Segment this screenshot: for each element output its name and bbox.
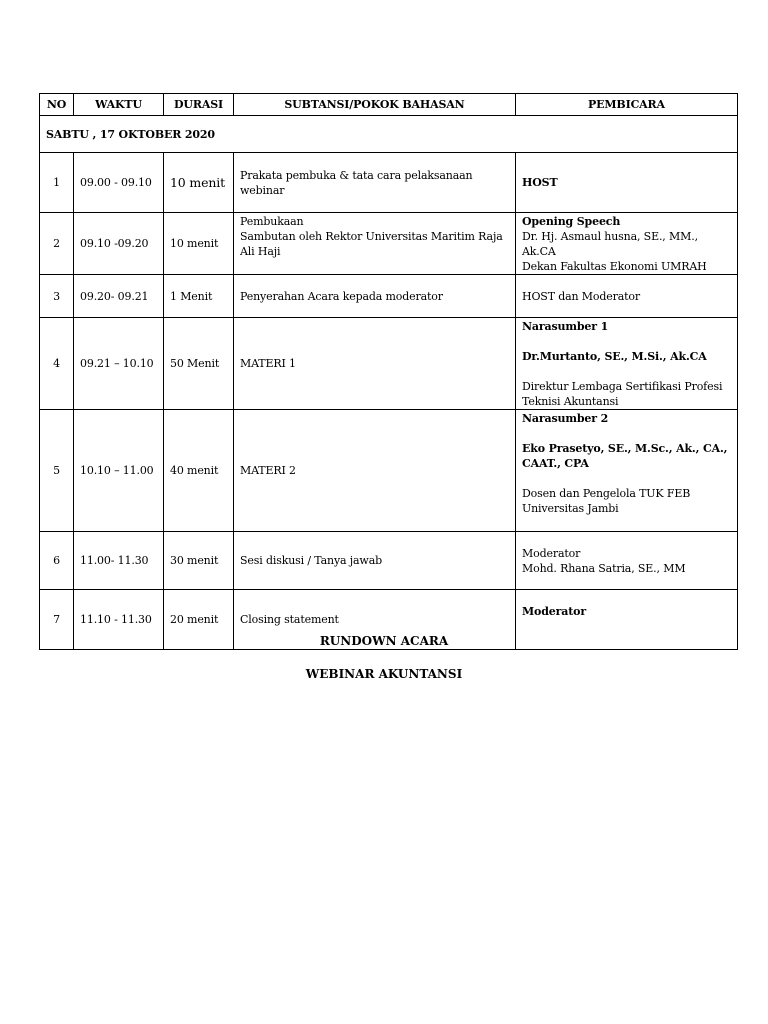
pembicara-line: Direktur Lembaga Sertifikasi Profesi — [522, 380, 723, 393]
row-durasi: 40 menit — [164, 410, 234, 532]
row-durasi: 10 menit — [164, 213, 234, 275]
subtansi-line: Closing statement — [240, 613, 339, 626]
table-row — [40, 275, 738, 318]
pembicara-line: CAAT., CPA — [522, 457, 589, 470]
row-subtansi — [234, 410, 516, 532]
row-durasi: 50 Menit — [164, 318, 234, 410]
pembicara-line: Dr.Murtanto, SE., M.Si., Ak.CA — [522, 350, 707, 363]
row-subtansi — [234, 318, 516, 410]
pembicara-line: Mohd. Rhana Satria, SE., MM — [522, 561, 686, 575]
row-pembicara — [516, 318, 738, 410]
date-row — [40, 116, 738, 153]
subtansi-line: Pembukaan — [240, 215, 304, 228]
pembicara-line: HOST — [522, 176, 558, 189]
pembicara-line: Dekan Fakultas Ekonomi UMRAH — [522, 260, 707, 273]
row-pembicara — [516, 153, 738, 213]
header-durasi: DURASI — [164, 94, 234, 116]
row-waktu: 11.00- 11.30 — [74, 532, 164, 590]
row-no: 3 — [40, 275, 74, 318]
footer-title: RUNDOWN ACARA — [319, 634, 449, 648]
row-waktu: 11.10 - 11.30 — [74, 590, 164, 650]
pembicara-line: Dr. Hj. Asmaul husna, SE., MM., Ak.CA — [522, 230, 698, 258]
row-pembicara — [516, 213, 738, 275]
row-no: 6 — [40, 532, 74, 590]
pembicara-line: Narasumber 2 — [522, 412, 609, 425]
subtansi-line: Sambutan oleh Rektor Universitas Maritim Raja — [240, 230, 503, 243]
row-subtansi — [234, 275, 516, 318]
row-durasi: 1 Menit — [164, 275, 234, 318]
row-no: 2 — [40, 213, 74, 275]
table-row — [40, 318, 738, 410]
table-header-row — [40, 94, 738, 116]
pembicara-line: Moderator — [522, 546, 581, 560]
subtansi-line: Prakata pembuka & tata cara pelaksanaan — [240, 168, 473, 182]
table-row — [40, 410, 738, 532]
footer-subtitle: WEBINAR AKUNTANSI — [305, 667, 463, 681]
row-durasi: 20 menit — [164, 590, 234, 650]
row-no: 1 — [40, 153, 74, 213]
subtansi-line: MATERI 1 — [240, 357, 296, 370]
row-pembicara — [516, 410, 738, 532]
header-waktu: WAKTU — [74, 94, 164, 116]
row-no: 4 — [40, 318, 74, 410]
date-cell: SABTU , 17 OKTOBER 2020 — [40, 116, 738, 153]
row-waktu: 09.21 – 10.10 — [74, 318, 164, 410]
row-waktu: 09.20- 09.21 — [74, 275, 164, 318]
row-pembicara — [516, 532, 738, 590]
row-subtansi — [234, 213, 516, 275]
rundown-table — [39, 93, 738, 650]
table-row — [40, 532, 738, 590]
pembicara-line: Narasumber 1 — [522, 320, 609, 333]
subtansi-line: Sesi diskusi / Tanya jawab — [240, 554, 383, 567]
row-subtansi — [234, 532, 516, 590]
pembicara-line: Opening Speech — [522, 215, 621, 228]
subtansi-line: webinar — [240, 183, 285, 197]
row-subtansi — [234, 153, 516, 213]
header-pembicara: PEMBICARA — [516, 94, 738, 116]
pembicara-line: Universitas Jambi — [522, 502, 619, 515]
row-durasi: 30 menit — [164, 532, 234, 590]
row-waktu: 09.10 -09.20 — [74, 213, 164, 275]
subtansi-line: Ali Haji — [240, 245, 281, 258]
row-waktu: 09.00 - 09.10 — [74, 153, 164, 213]
pembicara-line: Eko Prasetyo, SE., M.Sc., Ak., CA., — [522, 442, 728, 455]
pembicara-line: Dosen dan Pengelola TUK FEB — [522, 487, 691, 500]
row-pembicara — [516, 275, 738, 318]
row-durasi: 10 menit — [164, 153, 234, 213]
header-subtansi: SUBTANSI/POKOK BAHASAN — [234, 94, 516, 116]
table-row — [40, 213, 738, 275]
pembicara-line: Teknisi Akuntansi — [522, 395, 619, 408]
row-waktu: 10.10 – 11.00 — [74, 410, 164, 532]
subtansi-line: Penyerahan Acara kepada moderator — [240, 289, 443, 303]
row-no: 5 — [40, 410, 74, 532]
row-no: 7 — [40, 590, 74, 650]
pembicara-line: Moderator — [522, 605, 586, 618]
header-no: NO — [40, 94, 74, 116]
table-row — [40, 153, 738, 213]
pembicara-line: HOST dan Moderator — [522, 289, 641, 303]
subtansi-line: MATERI 2 — [240, 464, 296, 477]
